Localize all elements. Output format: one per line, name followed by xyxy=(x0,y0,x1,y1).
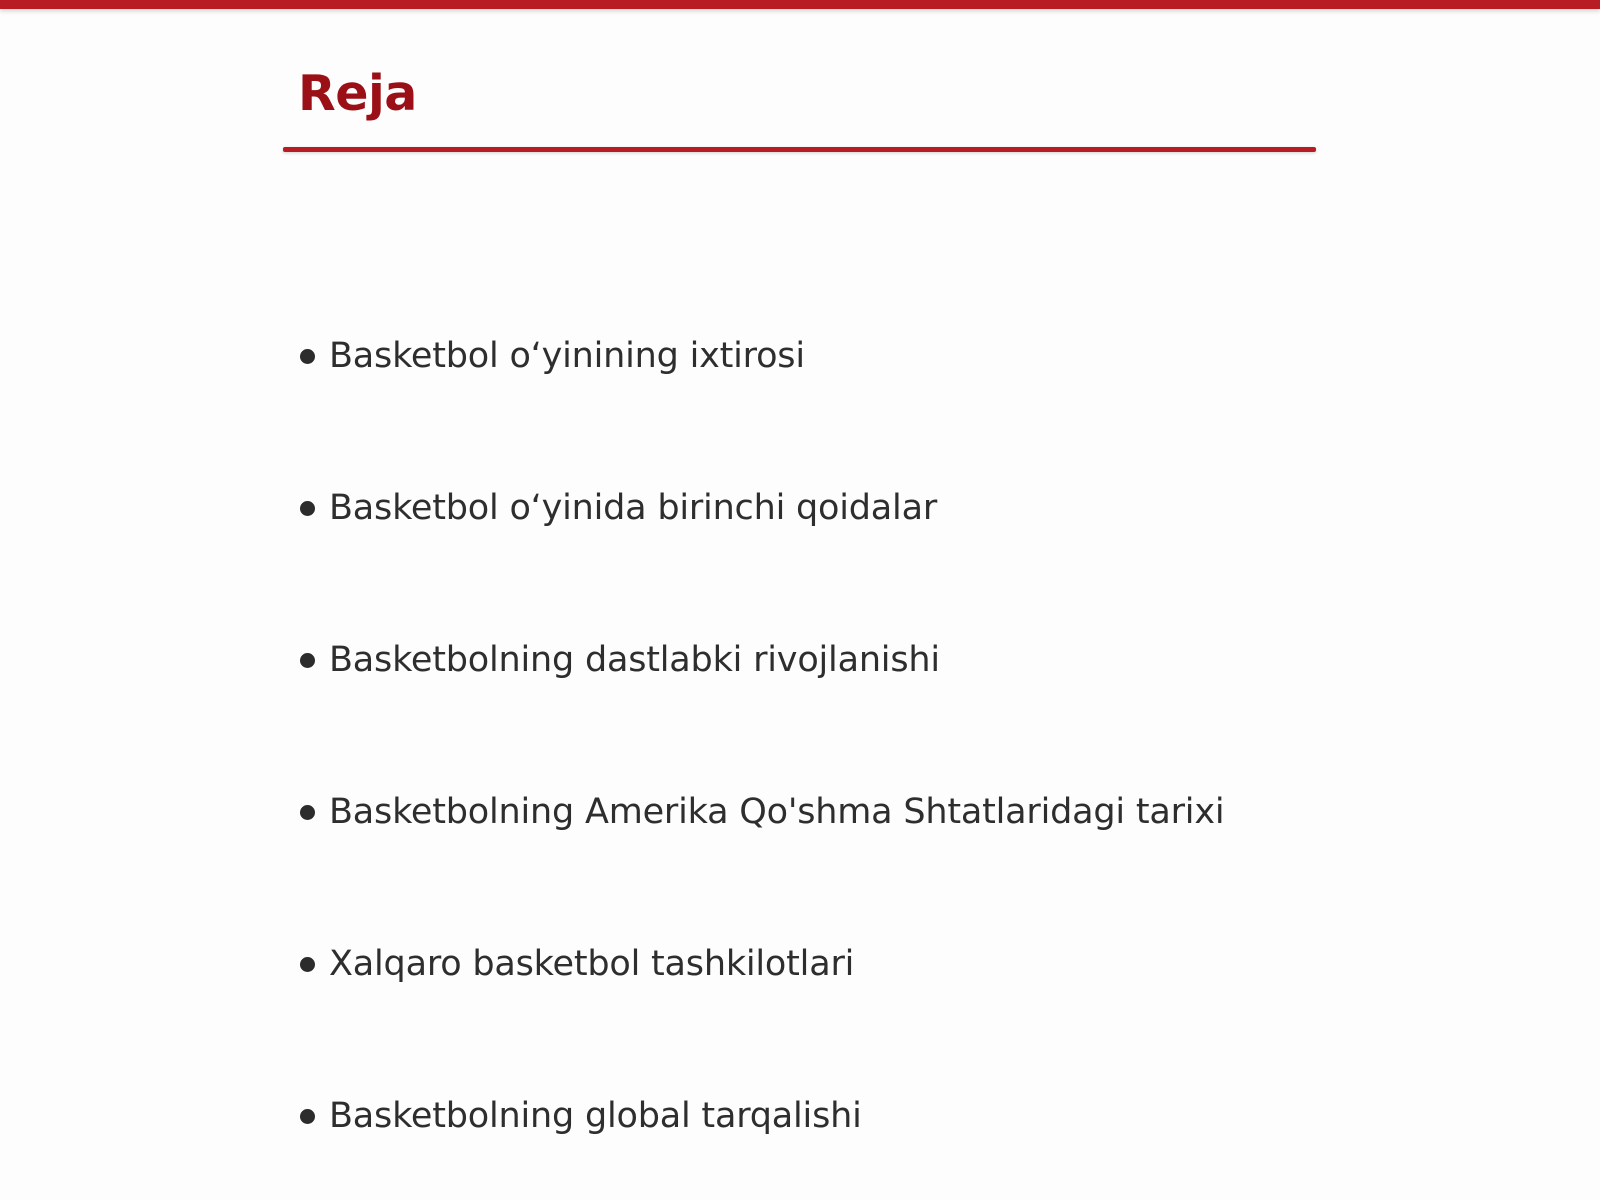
agenda-item-first-rules xyxy=(300,432,1224,584)
bullet-icon xyxy=(300,653,315,668)
bullet-icon xyxy=(300,349,315,364)
agenda-item-text: Basketbol o‘yinida birinchi qoidalar xyxy=(329,488,938,528)
bullet-icon xyxy=(300,1109,315,1124)
agenda-item-invention xyxy=(300,280,1224,432)
agenda-item-text: Xalqaro basketbol tashkilotlari xyxy=(329,944,855,984)
bullet-icon xyxy=(300,501,315,516)
top-accent-bar xyxy=(0,0,1600,9)
bullet-icon xyxy=(300,805,315,820)
agenda-item-text: Basketbolning Amerika Qo'shma Shtatlaridagi tarixi xyxy=(329,792,1225,832)
agenda-item-usa-history xyxy=(300,736,1224,888)
slide-title: Reja xyxy=(298,65,417,122)
title-underline xyxy=(283,147,1316,152)
agenda-item-text: Basketbol o‘yinining ixtirosi xyxy=(329,336,805,376)
bullet-icon xyxy=(300,957,315,972)
agenda-item-international-organizations xyxy=(300,888,1224,1040)
agenda-item-text: Basketbolning global tarqalishi xyxy=(329,1096,862,1136)
agenda-item-global-spread xyxy=(300,1040,1224,1192)
agenda-list xyxy=(300,280,1224,1192)
agenda-item-text: Basketbolning dastlabki rivojlanishi xyxy=(329,640,940,680)
agenda-item-early-development xyxy=(300,584,1224,736)
